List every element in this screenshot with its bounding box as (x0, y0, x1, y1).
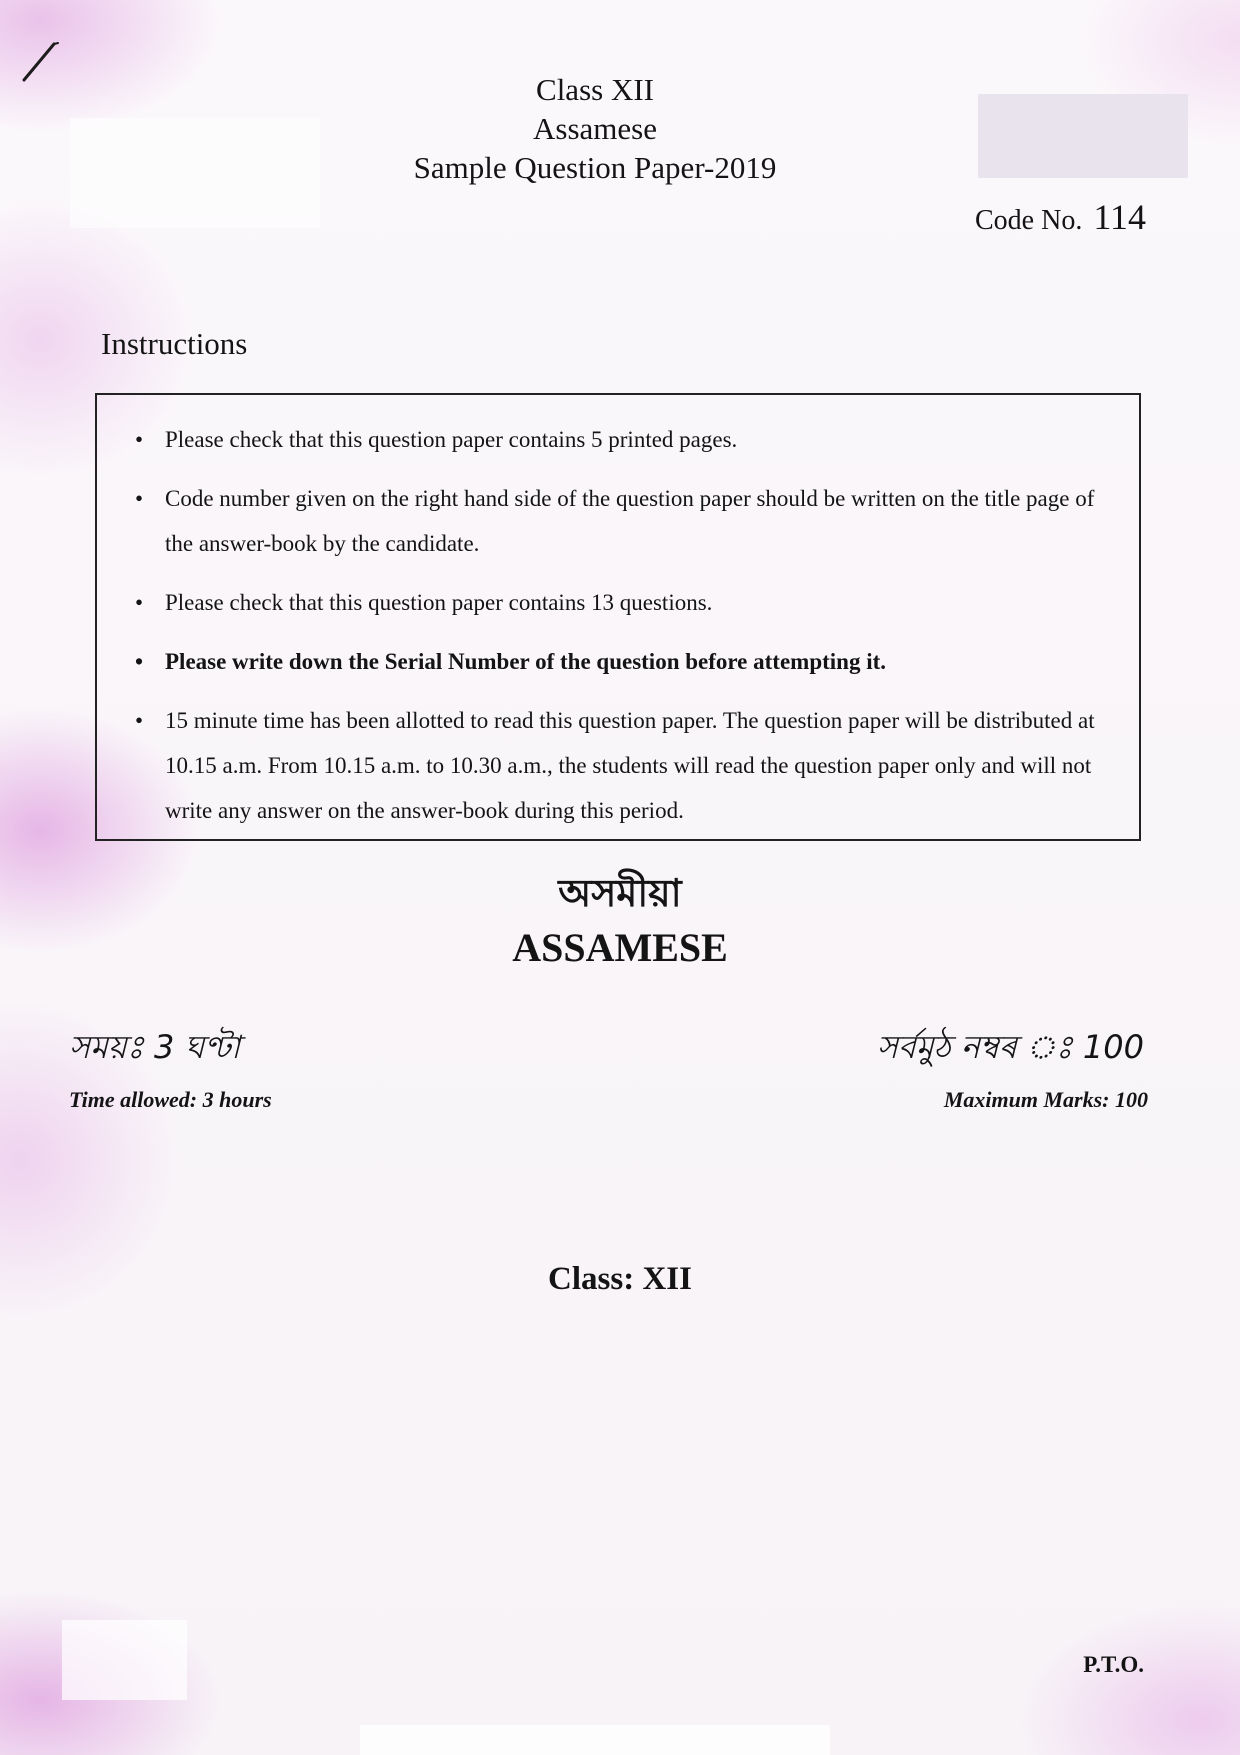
instruction-item (135, 476, 1121, 566)
instructions-heading: Instructions (101, 326, 248, 361)
bullet-icon: • (135, 486, 144, 511)
class-label: Class: XII (548, 1261, 692, 1297)
bullet-icon: • (135, 708, 144, 733)
redacted-box (978, 94, 1188, 178)
instructions-list (135, 417, 1121, 833)
pen-mark (18, 38, 66, 86)
instruction-item (135, 698, 1121, 833)
instruction-text: Please check that this question paper contains 5 printed pages. (165, 427, 738, 452)
instruction-text: Code number given on the right hand side of the question paper should be written on the title page of the answer-book by the candidate. (165, 486, 1095, 556)
time-allowed-assamese: সময়ঃ 3 ঘণ্টা (69, 1028, 241, 1066)
time-allowed-english: Time allowed: 3 hours (69, 1087, 272, 1112)
pto-label: P.T.O. (1083, 1652, 1144, 1677)
instructions-box (95, 393, 1141, 841)
instruction-text: Please write down the Serial Number of the question before attempting it. (165, 649, 887, 674)
bullet-icon: • (135, 427, 144, 452)
faded-area-bottom (360, 1725, 830, 1755)
bullet-icon: • (135, 649, 144, 674)
instruction-item (135, 417, 1121, 462)
bullet-icon: • (135, 590, 144, 615)
instruction-text: Please check that this question paper contains 13 questions. (165, 590, 713, 615)
subject-title-assamese: অসমীয়া (558, 871, 682, 915)
instruction-item (135, 639, 1121, 684)
instruction-item (135, 580, 1121, 625)
faded-area-top-left (70, 118, 320, 228)
maximum-marks-assamese: সৰ্বমুঠ নম্বৰ ঃ 100 (876, 1028, 1144, 1066)
maximum-marks-english: Maximum Marks: 100 (943, 1087, 1148, 1112)
subject-title-english: ASSAMESE (512, 925, 728, 970)
subject-line: Assamese (533, 111, 657, 146)
code-number-line (975, 196, 1146, 238)
code-label: Code No. (975, 205, 1083, 236)
instruction-text: 15 minute time has been allotted to read this question paper. The question paper will be distributed at 10.15 a.m. From 10.15 a.m. to 10.30 a.m., the students will read the question paper only and will not write any answer on the answer-book during this period. (165, 708, 1095, 823)
code-number: 114 (1093, 197, 1146, 237)
paper-header (320, 70, 870, 187)
faded-area-bottom-left (62, 1620, 187, 1700)
paper-line: Sample Question Paper-2019 (413, 150, 777, 185)
class-line: Class XII (536, 72, 654, 107)
